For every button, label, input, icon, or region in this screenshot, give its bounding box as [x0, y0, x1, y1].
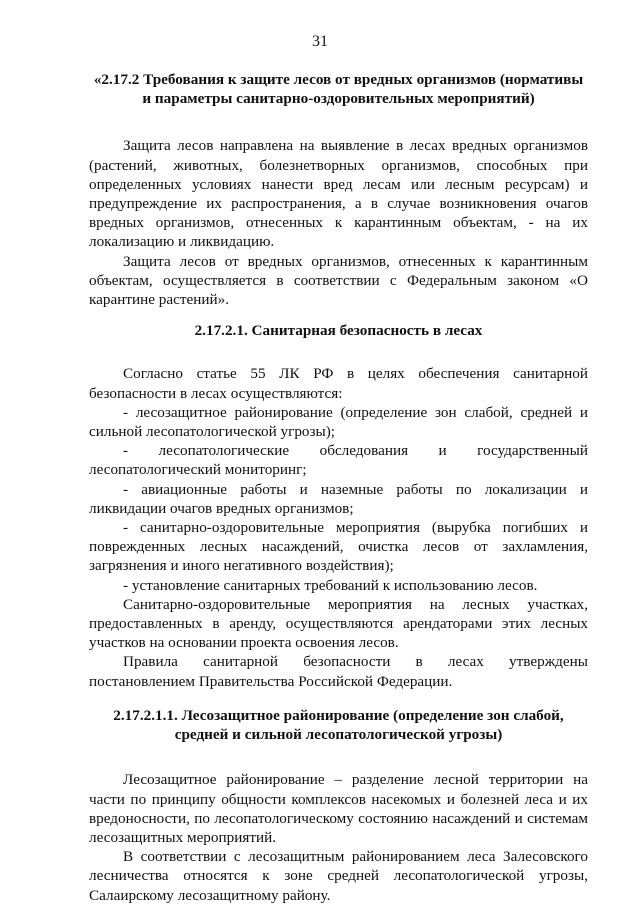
list-item: - санитарно-оздоровительные мероприятия (вырубка погибших и поврежденных лесных насаждений, очистка лесов от захламления, загрязнения и иного негативного воздействия); — [89, 519, 588, 575]
list-item: - установление санитарных требований к использованию лесов. — [123, 576, 538, 594]
section-title: «2.17.2 Требования к защите лесов от вредных организмов (нормативы и параметры санитарно-оздоровительных мероприятий) — [93, 71, 584, 108]
paragraph: В соответствии с лесозащитным районированием леса Залесовского лесничества относятся к зоне средней лесопатологической угрозы, Салаирскому лесозащитному району. — [89, 848, 588, 904]
paragraph: Защита лесов направлена на выявление в лесах вредных организмов (растений, животных, болезнетворных организмов, способных при определенных условиях нанести вред лесам или лесным ресурсам) и предупреждение их распространения, а в случае возникновения очагов вредных организмов, отнесенных к карантинным объектам, - на их локализацию и ликвидацию. — [89, 137, 588, 251]
paragraph: Согласно статье 55 ЛК РФ в целях обеспечения санитарной безопасности в лесах осуществляются: — [89, 365, 588, 402]
subsection-title: 2.17.2.1. Санитарная безопасность в лесах — [194, 322, 483, 340]
list-item: - лесозащитное районирование (определение зон слабой, средней и сильной лесопатологической угрозы); — [89, 403, 588, 441]
subsubsection-title: 2.17.2.1.1. Лесозащитное районирование (определение зон слабой, средней и сильной лесопатологической угрозы) — [113, 706, 564, 744]
page-number: 31 — [312, 33, 328, 50]
list-item: - авиационные работы и наземные работы по локализации и ликвидации очагов вредных организмов; — [89, 480, 588, 517]
paragraph: Лесозащитное районирование – разделение лесной территории на части по принципу общности комплексов насекомых и болезней леса и их вредоносности, по лесопатологическому состоянию насаждений и системам лесозащитных мероприятий. — [89, 771, 588, 846]
paragraph: Защита лесов от вредных организмов, отнесенных к карантинным объектам, осуществляется в соответствии с Федеральным законом «О карантине растений». — [89, 252, 588, 309]
paragraph: Санитарно-оздоровительные мероприятия на лесных участках, предоставленных в аренду, осуществляются арендаторами этих лесных участков на основании проекта освоения лесов. — [89, 595, 588, 652]
list-item: - лесопатологические обследования и государственный лесопатологический мониторинг; — [89, 442, 588, 479]
document-body — [89, 70, 588, 905]
paragraph: Правила санитарной безопасности в лесах утверждены постановлением Правительства Российской Федерации. — [89, 653, 588, 690]
